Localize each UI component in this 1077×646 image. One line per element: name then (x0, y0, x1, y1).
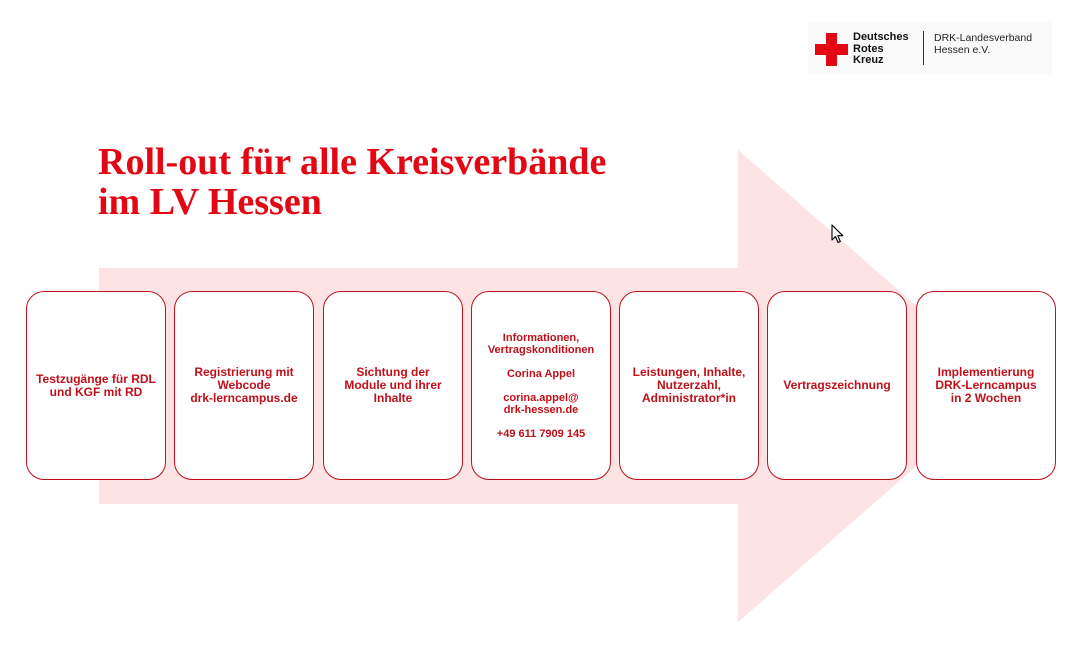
step-text-line: corina.appel@ (503, 391, 579, 404)
step-text-line: drk-lerncampus.de (190, 391, 298, 405)
step-box-3 (323, 291, 463, 480)
step-box-7 (916, 291, 1056, 480)
logo-subtitle (934, 32, 1032, 56)
step-text-line: und KGF mit RD (49, 384, 143, 399)
logo-brand-line: Kreuz (853, 54, 884, 66)
step-box-2 (174, 291, 314, 480)
step-text-line: Informationen, (502, 331, 580, 344)
drk-logo (808, 22, 1052, 74)
cursor-shape (832, 225, 843, 243)
logo-brand (853, 32, 909, 67)
title-line: Roll-out für alle Kreisverbände (98, 141, 607, 183)
step-text-line: Webcode (217, 378, 271, 392)
step-text-line: Administrator*in (641, 391, 736, 405)
step-text-line: Registrierung mit (194, 365, 294, 379)
step-text-line: Inhalte (373, 391, 413, 405)
step-box-4 (471, 291, 611, 480)
step-text-line: Corina Appel (506, 367, 576, 380)
step-text-line: Sichtung der (356, 365, 430, 379)
cross-horizontal (815, 44, 848, 55)
step-box-1 (26, 291, 166, 480)
step-text-line: Testzugänge für RDL (36, 371, 156, 386)
logo-divider (923, 31, 924, 65)
step-box-5 (619, 291, 759, 480)
step-text-line: Implementierung (937, 365, 1035, 379)
logo-brand-line: Deutsches (853, 31, 909, 43)
logo-subtitle-line: Hessen e.V. (934, 44, 991, 56)
step-text-line: in 2 Wochen (950, 391, 1022, 405)
red-cross-icon (815, 33, 848, 66)
title-line: im LV Hessen (98, 181, 322, 223)
slide-title (98, 142, 606, 222)
step-box-6 (767, 291, 907, 480)
step-text-line: Module und ihrer (344, 378, 442, 392)
mouse-cursor-icon (831, 224, 845, 244)
step-text-line: Leistungen, Inhalte, (632, 365, 746, 379)
logo-brand-line: Rotes (853, 42, 884, 55)
step-text-line: Vertragskonditionen (487, 343, 595, 356)
step-text-line: drk-hessen.de (503, 403, 579, 416)
step-text-line: Vertragszeichnung (783, 378, 891, 392)
step-text-line: +49 611 7909 145 (496, 427, 586, 440)
step-text-line: Nutzerzahl, (656, 378, 721, 392)
step-text-line: DRK-Lerncampus (935, 378, 1037, 392)
logo-subtitle-line: DRK-Landesverband (934, 32, 1033, 44)
